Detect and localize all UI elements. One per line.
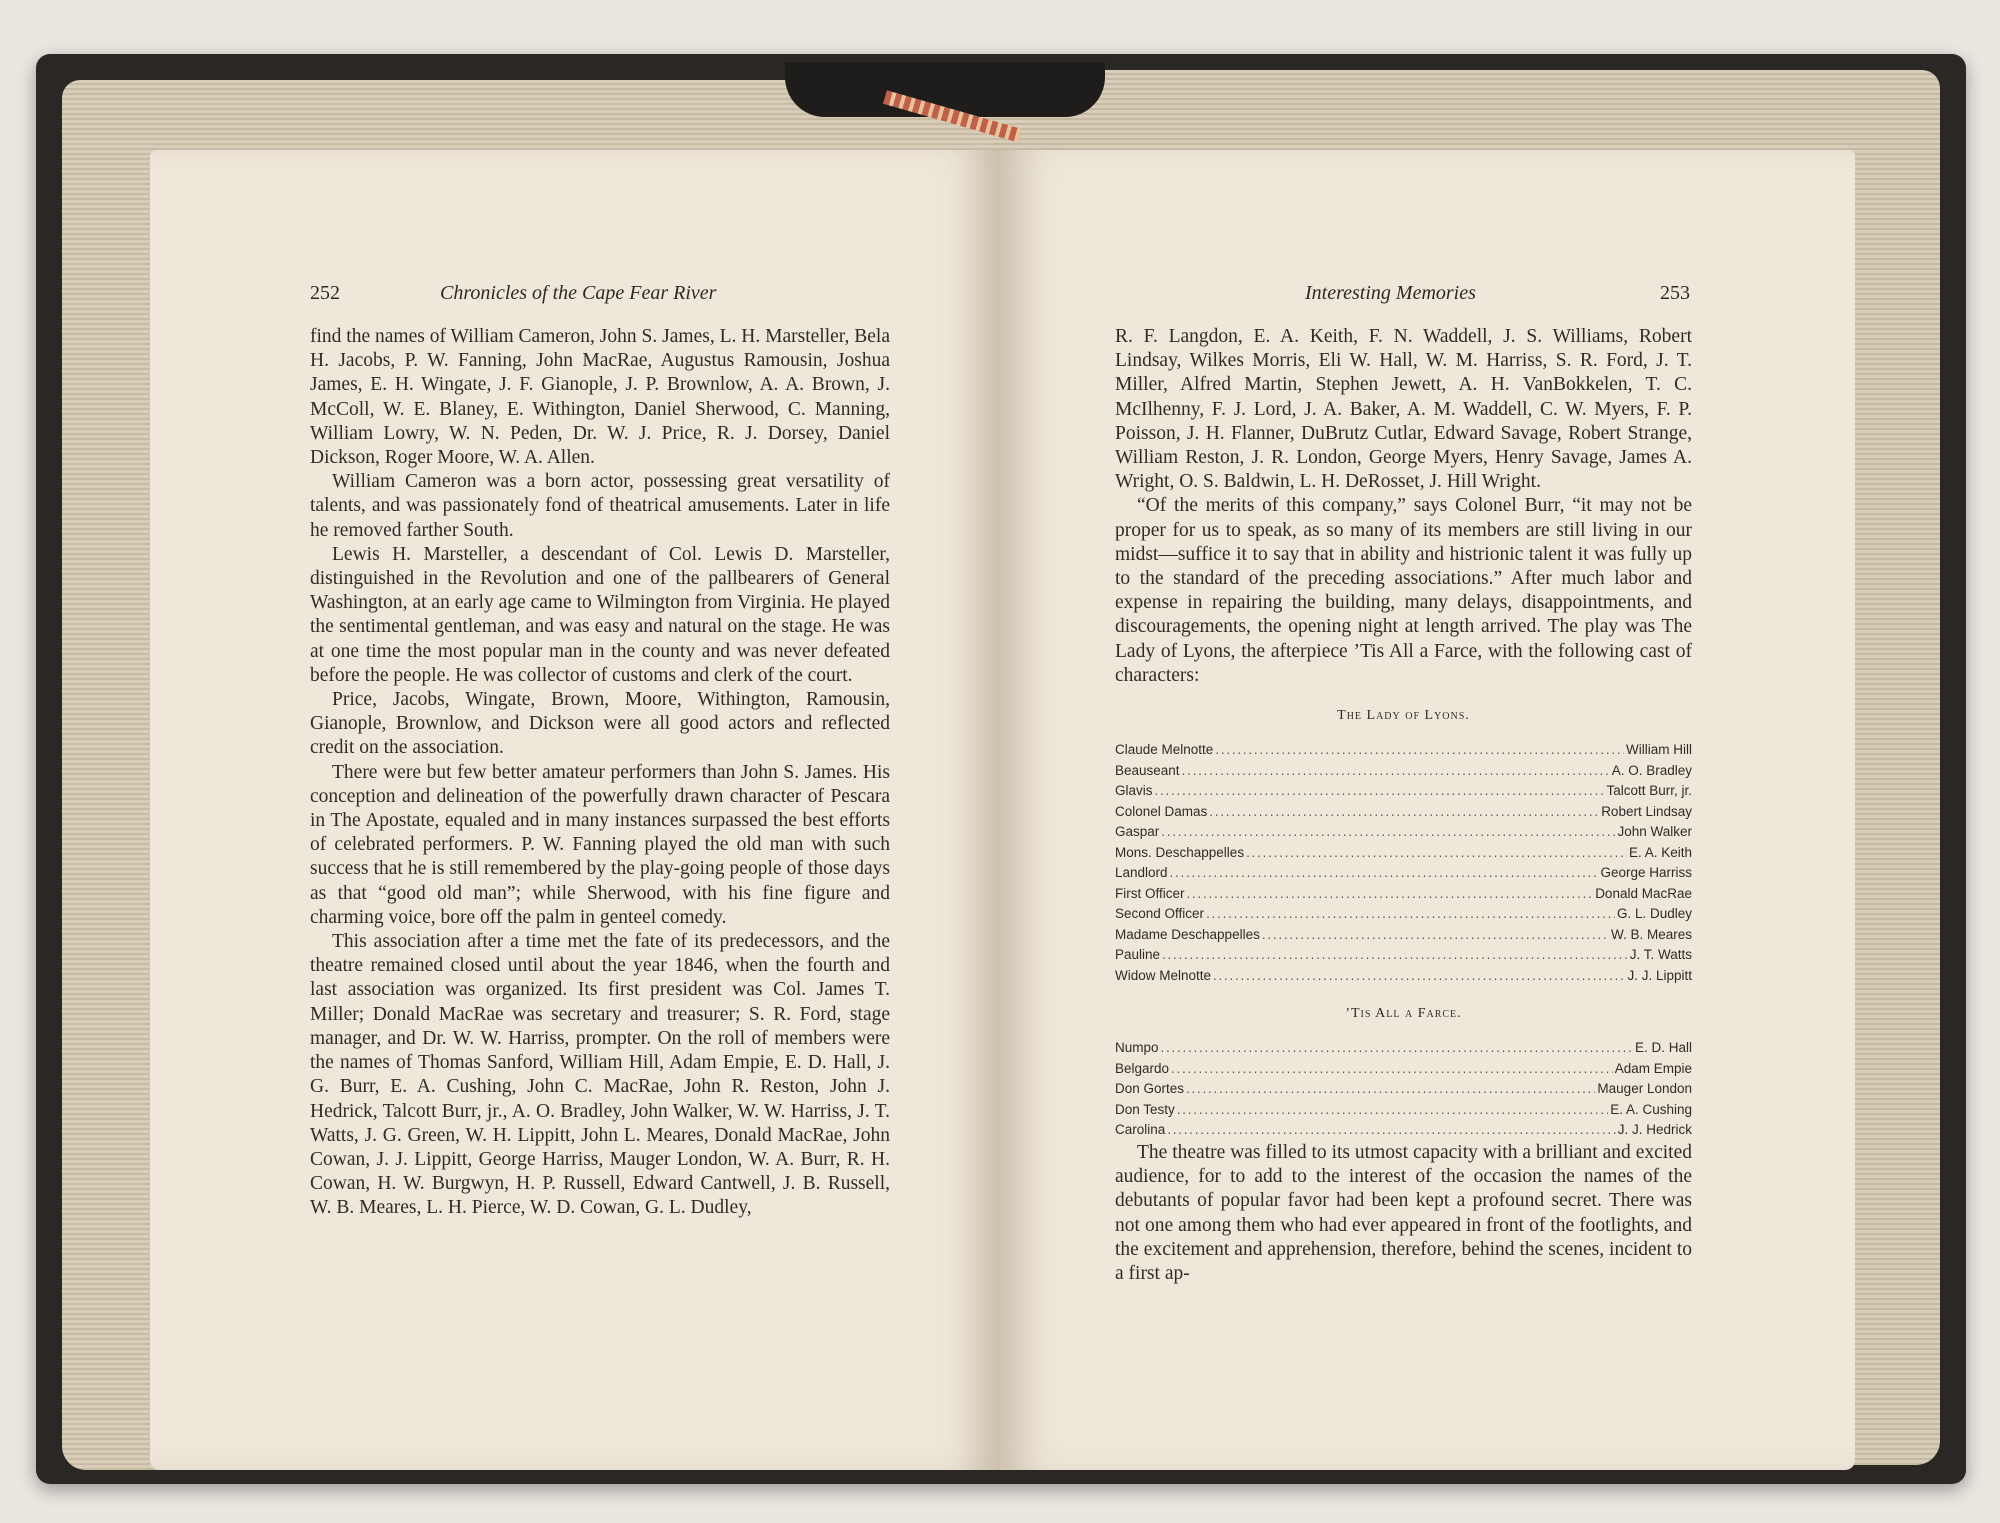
- paragraph: William Cameron was a born actor, possessing great versatility of talents, and was passionately fond of theatrical amusements. Later in life he removed farther South.: [310, 471, 890, 541]
- cast-row: [1115, 966, 1692, 987]
- leader-dots: [1246, 843, 1627, 864]
- cast-row: [1115, 925, 1692, 946]
- cast-role: Belgardo: [1115, 1060, 1170, 1076]
- cast-row: [1115, 1059, 1692, 1080]
- leader-dots: [1187, 884, 1594, 905]
- cast-actor: E. D. Hall: [1634, 1040, 1692, 1056]
- cast-actor: Robert Lindsay: [1601, 803, 1692, 819]
- leader-dots: [1161, 822, 1615, 843]
- cast-role: Beauseant: [1115, 762, 1180, 778]
- paragraph: “Of the merits of this company,” says Colonel Burr, “it may not be proper for us to speak, as so many of its members are still living in our midst—suffice it to say that in ability and histrionic talent it was fully up to the standard of the preceding associations.” After much labor and expense in repairing the building, many delays, disappointments, and discouragements, the opening night at length arrived. The play was The Lady of Lyons, the afterpiece ’Tis All a Farce, with the following cast of characters:: [1115, 495, 1692, 686]
- cast-row: [1115, 863, 1692, 884]
- cast-row: [1115, 1079, 1692, 1100]
- cast-role: Colonel Damas: [1115, 803, 1208, 819]
- cast-list-tis-all-a-farce: [1115, 1038, 1692, 1141]
- cast-role: Claude Melnotte: [1115, 742, 1214, 758]
- cast-actor: E. A. Keith: [1628, 844, 1692, 860]
- paragraph: R. F. Langdon, E. A. Keith, F. N. Waddell, J. S. Williams, Robert Lindsay, Wilkes Morris, Eli W. Hall, W. M. Harriss, S. R. Ford, J. T. Miller, Alfred Martin, Stephen Jewett, A. H. VanBokkelen, T. C. McIlhenny, F. J. Lord, J. A. Baker, A. M. Waddell, C. W. Myers, F. P. Poisson, J. H. Flanner, DuBrutz Cutlar, Edward Savage, Robert Strange, William Reston, J. R. London, George Myers, Henry Savage, James A. Wright, O. S. Baldwin, L. H. DeRosset, J. Hill Wright.: [1115, 326, 1692, 493]
- leader-dots: [1155, 781, 1605, 802]
- paragraph: There were but few better amateur performers than John S. James. His conception and delineation of the powerfully drawn character of Pescara in The Apostate, equaled and in many instances surpassed the best efforts of celebrated performers. P. W. Fanning played the old man with such success that he is still remembered by the play-going people of those days as that “good old man”; while Sherwood, with his fine figure and charming voice, bore off the palm in genteel comedy.: [310, 761, 890, 928]
- paragraph: Lewis H. Marsteller, a descendant of Col. Lewis D. Marsteller, distinguished in the Revolution and one of the pallbearers of General Washington, at an early age came to Wilmington from Virginia. He played the sentimental gentleman, and was easy and natural on the stage. He was at one time the most popular man in the county and was never defeated before the people. He was collector of customs and clerk of the court.: [310, 543, 890, 686]
- running-head: Interesting Memories: [1305, 282, 1476, 304]
- right-page-body: [1115, 325, 1692, 1286]
- paragraph: find the names of William Cameron, John S. James, L. H. Marsteller, Bela H. Jacobs, P. W. Fanning, John MacRae, Augustus Ramousin, Joshua James, E. H. Wingate, J. F. Gianople, J. P. Brownlow, A. A. Brown, J. McColl, W. E. Blaney, E. Withington, Daniel Sherwood, C. Manning, William Lowry, W. N. Peden, Dr. W. J. Price, R. J. Dorsey, Daniel Dickson, Roger Moore, W. A. Allen.: [310, 326, 890, 469]
- left-page: [150, 150, 1000, 1470]
- cast-role: Glavis: [1115, 783, 1153, 799]
- cast-row: [1115, 945, 1692, 966]
- cast-actor: Talcott Burr, jr.: [1606, 783, 1692, 799]
- leader-dots: [1206, 904, 1615, 925]
- cast-role: Mons. Deschappelles: [1115, 844, 1245, 860]
- cast-row: [1115, 822, 1692, 843]
- leader-dots: [1161, 1038, 1633, 1059]
- leader-dots: [1182, 761, 1610, 782]
- leader-dots: [1209, 802, 1599, 823]
- leader-dots: [1162, 945, 1628, 966]
- cast-role: Numpo: [1115, 1040, 1159, 1056]
- cast-row: [1115, 802, 1692, 823]
- cast-row: [1115, 740, 1692, 761]
- cast-row: [1115, 904, 1692, 925]
- leader-dots: [1262, 925, 1609, 946]
- cast-list-title: The Lady of Lyons.: [1337, 708, 1470, 724]
- cast-role: Don Testy: [1115, 1101, 1175, 1117]
- cast-row: [1115, 1038, 1692, 1059]
- cast-actor: William Hill: [1626, 742, 1692, 758]
- cast-actor: J. J. Lippitt: [1627, 967, 1692, 983]
- cast-row: [1115, 884, 1692, 905]
- cast-list-lady-of-lyons: [1115, 740, 1692, 986]
- cast-row: [1115, 1120, 1692, 1141]
- leader-dots: [1215, 740, 1624, 761]
- cast-actor: A. O. Bradley: [1611, 762, 1692, 778]
- cast-row: [1115, 1100, 1692, 1121]
- leader-dots: [1213, 966, 1625, 987]
- page-number: 253: [1660, 282, 1690, 304]
- cast-actor: E. A. Cushing: [1610, 1101, 1692, 1117]
- cast-actor: Mauger London: [1597, 1081, 1692, 1097]
- cast-row: [1115, 843, 1692, 864]
- cast-role: Don Gortes: [1115, 1081, 1185, 1097]
- cast-row: [1115, 761, 1692, 782]
- cast-actor: W. B. Meares: [1610, 926, 1692, 942]
- cast-row: [1115, 781, 1692, 802]
- cast-actor: J. T. Watts: [1629, 947, 1692, 963]
- paragraph: Price, Jacobs, Wingate, Brown, Moore, Withington, Ramousin, Gianople, Brownlow, and Dickson were all good actors and reflected credit on the association.: [310, 689, 890, 759]
- cast-list-title: ’Tis All a Farce.: [1345, 1006, 1462, 1022]
- leader-dots: [1177, 1100, 1608, 1121]
- leader-dots: [1186, 1079, 1595, 1100]
- cast-actor: George Harriss: [1600, 865, 1692, 881]
- cast-actor: J. J. Hedrick: [1617, 1122, 1692, 1138]
- cast-role: First Officer: [1115, 885, 1185, 901]
- cast-role: Madame Deschappelles: [1115, 926, 1260, 942]
- cast-actor: John Walker: [1617, 824, 1692, 840]
- left-page-header: [150, 282, 1000, 312]
- cast-actor: G. L. Dudley: [1616, 906, 1692, 922]
- page-number: 252: [310, 282, 340, 304]
- cast-role: Pauline: [1115, 947, 1161, 963]
- right-page-header: [1000, 282, 1855, 312]
- cast-role: Landlord: [1115, 865, 1168, 881]
- right-page: [1000, 150, 1855, 1470]
- cast-role: Gaspar: [1115, 824, 1160, 840]
- cast-role: Widow Melnotte: [1115, 967, 1212, 983]
- cast-role: Carolina: [1115, 1122, 1166, 1138]
- leader-dots: [1170, 863, 1599, 884]
- left-page-body: [310, 325, 890, 1221]
- leader-dots: [1167, 1120, 1615, 1141]
- leader-dots: [1171, 1059, 1613, 1080]
- cast-role: Second Officer: [1115, 906, 1205, 922]
- paragraph: This association after a time met the fate of its predecessors, and the theatre remained closed until about the year 1846, when the fourth and last association was organized. Its first president was Col. James T. Miller; Donald MacRae was secretary and treasurer; S. R. Ford, stage manager, and Dr. W. W. Harriss, prompter. On the roll of members were the names of Thomas Sanford, William Hill, Adam Empie, E. D. Hall, J. G. Burr, E. A. Cushing, John C. MacRae, John R. Reston, John J. Hedrick, Talcott Burr, jr., A. O. Bradley, John Walker, W. W. Harriss, J. T. Watts, J. G. Green, W. H. Lippitt, John L. Meares, Donald MacRae, John Cowan, J. J. Lippitt, George Harriss, Mauger London, W. A. Burr, R. H. Cowan, H. W. Burgwyn, H. P. Russell, Edward Cantwell, J. B. Russell, W. B. Meares, L. H. Pierce, W. D. Cowan, G. L. Dudley,: [310, 931, 890, 1219]
- cast-actor: Adam Empie: [1614, 1060, 1692, 1076]
- cast-actor: Donald MacRae: [1595, 885, 1692, 901]
- paragraph: The theatre was filled to its utmost capacity with a brilliant and excited audience, for to add to the interest of the occasion the names of the debutants of popular favor had been kept a profound secret. There was not one among them who had ever appeared in front of the footlights, and the excitement and apprehension, therefore, behind the scenes, incident to a first ap-: [1115, 1141, 1692, 1284]
- running-head: Chronicles of the Cape Fear River: [440, 282, 717, 304]
